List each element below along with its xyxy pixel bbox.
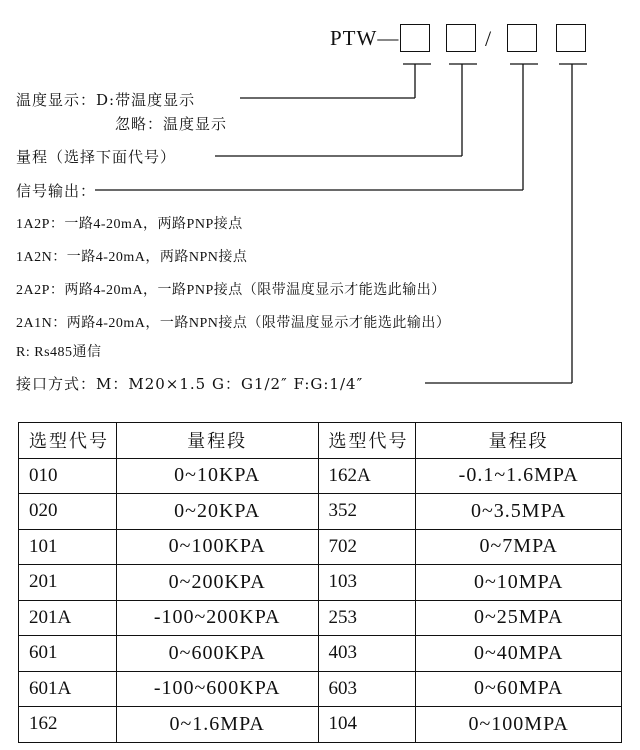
table-row: [19, 600, 622, 636]
interface-option: 接口方式：M：M20×1.5 G：G1/2″ F:G:1/4″: [16, 375, 364, 393]
table-row: [19, 458, 622, 494]
range-cell: 0~60MPA: [416, 671, 622, 707]
range-cell: 0~40MPA: [416, 636, 622, 672]
range-cell: -100~600KPA: [116, 671, 318, 707]
range-cell: -100~200KPA: [116, 600, 318, 636]
range-cell: 0~10MPA: [416, 565, 622, 601]
range-cell: 0~3.5MPA: [416, 494, 622, 530]
code-cell: 201: [19, 565, 117, 601]
signal-output-item: 1A2P：一路4-20mA，两路PNP接点: [16, 217, 243, 232]
table-row: [19, 636, 622, 672]
code-cell: 101: [19, 529, 117, 565]
signal-output-item: R: Rs485通信: [16, 345, 102, 360]
table-header-row: [19, 423, 622, 459]
code-separator: /: [485, 26, 492, 51]
range-cell: 0~200KPA: [116, 565, 318, 601]
model-code-prefix: PTW—: [330, 26, 400, 50]
signal-output-item: 2A2P：两路4-20mA，一路PNP接点（限带温度显示才能选此输出）: [16, 283, 446, 298]
range-cell: 0~1.6MPA: [116, 707, 318, 743]
code-cell: 162A: [318, 458, 416, 494]
range-cell: 0~600KPA: [116, 636, 318, 672]
header-range: 量程段: [116, 423, 318, 459]
table-row: [19, 529, 622, 565]
header-range: 量程段: [416, 423, 622, 459]
range-cell: 0~25MPA: [416, 600, 622, 636]
code-cell: 104: [318, 707, 416, 743]
signal-output-item: 1A2N：一路4-20mA，两路NPN接点: [16, 250, 248, 265]
range-cell: 0~100KPA: [116, 529, 318, 565]
temperature-display-option: 温度显示：D:带温度显示: [16, 91, 196, 109]
code-cell: 702: [318, 529, 416, 565]
header-code: 选型代号: [318, 423, 416, 459]
header-code: 选型代号: [19, 423, 117, 459]
range-cell: 0~7MPA: [416, 529, 622, 565]
range-table: [18, 422, 622, 743]
code-cell: 403: [318, 636, 416, 672]
code-cell: 253: [318, 600, 416, 636]
code-cell: 020: [19, 494, 117, 530]
code-cell: 201A: [19, 600, 117, 636]
code-cell: 601A: [19, 671, 117, 707]
code-cell: 103: [318, 565, 416, 601]
range-cell: 0~10KPA: [116, 458, 318, 494]
table-row: [19, 671, 622, 707]
table-row: [19, 707, 622, 743]
table-row: [19, 565, 622, 601]
range-cell: -0.1~1.6MPA: [416, 458, 622, 494]
code-cell: 352: [318, 494, 416, 530]
range-cell: 0~20KPA: [116, 494, 318, 530]
range-cell: 0~100MPA: [416, 707, 622, 743]
temperature-display-omit: 忽略：温度显示: [115, 115, 228, 133]
code-cell: 603: [318, 671, 416, 707]
code-cell: 010: [19, 458, 117, 494]
signal-output-label: 信号输出：: [16, 182, 97, 200]
signal-output-item: 2A1N：两路4-20mA，一路NPN接点（限带温度显示才能选此输出）: [16, 316, 451, 331]
code-cell: 162: [19, 707, 117, 743]
range-option-label: 量程（选择下面代号）: [16, 148, 177, 166]
table-row: [19, 494, 622, 530]
code-cell: 601: [19, 636, 117, 672]
